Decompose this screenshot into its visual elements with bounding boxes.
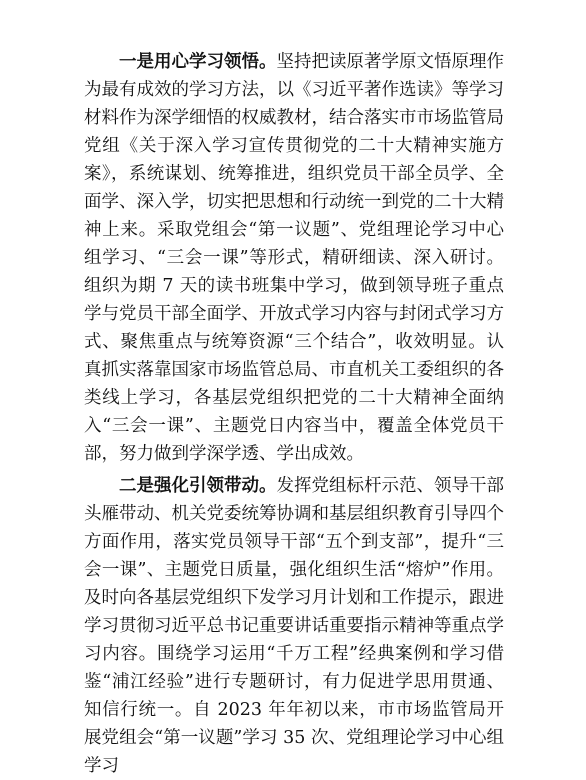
document-body bbox=[84, 48, 504, 780]
paragraph-1-body: 坚持把读原著学原文悟原理作为最有成效的学习方法，以《习近平著作选读》等学习材料作为深学细悟的权威教材，结合落实市市场监管局党组《关于深入学习宣传贯彻党的二十大精神实施方案》，系统谋划、统筹推进，组织党员干部全员学、全面学、深入学，切实把思想和行动统一到党的二十大精神上来。采取党组会“第一议题”、党组理论学习中心组学习、“三会一课”等形式，精研细读、深入研讨。组织为期 7 天的读书班集中学习，做到领导班子重点学与党员干部全面学、开放式学习内容与封闭式学习方式、聚焦重点与统筹资源“三个结合”，收效明显。认真抓实落靠国家市场监管总局、市直机关工委组织的各类线上学习，各基层党组织把党的二十大精神全面纳入“三会一课”、主题党日内容当中，覆盖全体党员干部，努力做到学深学透、学出成效。 bbox=[84, 52, 504, 464]
paragraph-1-lead: 一是用心学习领悟。 bbox=[119, 52, 277, 72]
paragraph-2-body: 发挥党组标杆示范、领导干部头雁带动、机关党委统筹协调和基层组织教育引导四个方面作用，落实党员领导干部“五个到支部”，提升“三会一课”、主题党日质量，强化组织生活“熔炉”作用。及时向各基层党组织下发学习月计划和工作提示，跟进学习贯彻习近平总书记重要讲话重要指示精神等重点学习内容。围绕学习运用“千万工程”经典案例和学习借鉴“浦江经验”进行专题研讨，有力促进学思用贯通、知信行统一。自 2023 年年初以来，市市场监管局开展党组会“第一议题”学习 35 次、党组理论学习中心组学习 bbox=[84, 476, 504, 776]
paragraph-1 bbox=[84, 48, 504, 468]
paragraph-2-lead: 二是强化引领带动。 bbox=[119, 476, 277, 496]
paragraph-2 bbox=[84, 472, 504, 780]
